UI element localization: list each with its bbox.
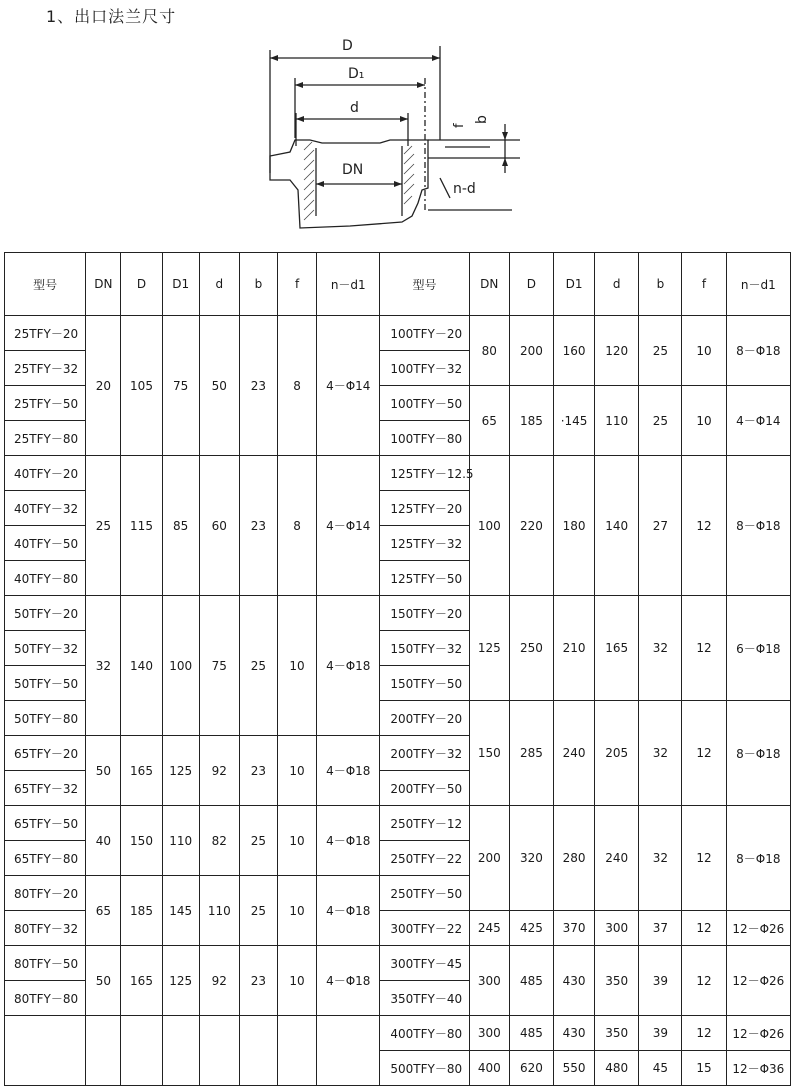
model-cell-right: 150TFY－20 <box>380 596 469 631</box>
model-cell-right: 300TFY－45 <box>380 946 469 981</box>
model-cell-left: 65TFY－80 <box>5 841 86 876</box>
model-cell-right: 150TFY－32 <box>380 631 469 666</box>
label-DN: DN <box>342 162 364 178</box>
header-cell: n－d1 <box>317 253 380 316</box>
model-cell-left-empty <box>5 1016 86 1086</box>
value-cell-dn: 32 <box>86 596 121 736</box>
empty-cell <box>121 1016 162 1086</box>
model-cell-right: 500TFY－80 <box>380 1051 469 1086</box>
value-cell-d: 165 <box>595 596 639 701</box>
value-cell-d: 92 <box>199 946 239 1016</box>
model-cell-right: 350TFY－40 <box>380 981 469 1016</box>
value-cell-d1: 85 <box>162 456 199 596</box>
value-cell-b: 37 <box>639 911 682 946</box>
header-cell: f <box>682 253 726 316</box>
header-cell: 型号 <box>5 253 86 316</box>
value-cell-dn: 245 <box>469 911 509 946</box>
value-cell-f: 10 <box>278 736 317 806</box>
value-cell-b: 32 <box>639 596 682 701</box>
header-cell: D1 <box>162 253 199 316</box>
value-cell-d1: 240 <box>554 701 595 806</box>
value-cell-d1: 110 <box>162 806 199 876</box>
model-cell-right: 100TFY－32 <box>380 351 469 386</box>
value-cell-d: 140 <box>595 456 639 596</box>
model-cell-left: 50TFY－80 <box>5 701 86 736</box>
empty-cell <box>317 1016 380 1086</box>
value-cell-b: 32 <box>639 701 682 806</box>
value-cell-dn: 80 <box>469 316 509 386</box>
value-cell-d: 240 <box>595 806 639 911</box>
header-cell: D <box>509 253 553 316</box>
flange-dimension-table <box>4 252 791 1086</box>
table-row <box>5 1016 791 1051</box>
value-cell-dn: 100 <box>469 456 509 596</box>
value-cell-dn: 65 <box>469 386 509 456</box>
value-cell-d: 140 <box>121 596 162 736</box>
value-cell-f: 12 <box>682 806 726 911</box>
value-cell-dn: 300 <box>469 946 509 1016</box>
value-cell-dn: 50 <box>86 946 121 1016</box>
value-cell-dn: 200 <box>469 806 509 911</box>
table-row <box>5 596 791 631</box>
value-cell-dn: 400 <box>469 1051 509 1086</box>
model-cell-left: 25TFY－50 <box>5 386 86 421</box>
empty-cell <box>162 1016 199 1086</box>
value-cell-nd1: 4－Φ18 <box>317 946 380 1016</box>
flange-table-body <box>5 253 791 1086</box>
value-cell-nd1: 12－Φ26 <box>726 1016 790 1051</box>
value-cell-nd1: 8－Φ18 <box>726 701 790 806</box>
model-cell-left: 50TFY－32 <box>5 631 86 666</box>
empty-cell <box>278 1016 317 1086</box>
header-cell: b <box>639 253 682 316</box>
model-cell-right: 200TFY－50 <box>380 771 469 806</box>
value-cell-nd1: 4－Φ18 <box>317 736 380 806</box>
value-cell-nd1: 4－Φ18 <box>317 876 380 946</box>
model-cell-left: 40TFY－20 <box>5 456 86 491</box>
value-cell-nd1: 4－Φ14 <box>726 386 790 456</box>
value-cell-d1: 160 <box>554 316 595 386</box>
value-cell-f: 12 <box>682 456 726 596</box>
value-cell-d1: 280 <box>554 806 595 911</box>
value-cell-b: 25 <box>239 876 277 946</box>
value-cell-d: 82 <box>199 806 239 876</box>
value-cell-f: 10 <box>278 946 317 1016</box>
model-cell-right: 100TFY－80 <box>380 421 469 456</box>
value-cell-d1: 100 <box>162 596 199 736</box>
value-cell-b: 25 <box>639 386 682 456</box>
model-cell-right: 150TFY－50 <box>380 666 469 701</box>
value-cell-dn: 125 <box>469 596 509 701</box>
model-cell-right: 400TFY－80 <box>380 1016 469 1051</box>
empty-cell <box>86 1016 121 1086</box>
model-cell-right: 200TFY－32 <box>380 736 469 771</box>
value-cell-f: 10 <box>682 386 726 456</box>
model-cell-left: 80TFY－50 <box>5 946 86 981</box>
value-cell-b: 32 <box>639 806 682 911</box>
model-cell-left: 40TFY－32 <box>5 491 86 526</box>
value-cell-f: 12 <box>682 596 726 701</box>
header-cell: DN <box>469 253 509 316</box>
value-cell-d: 485 <box>509 946 553 1016</box>
value-cell-d: 75 <box>199 596 239 736</box>
value-cell-f: 12 <box>682 911 726 946</box>
value-cell-nd1: 8－Φ18 <box>726 456 790 596</box>
model-cell-left: 40TFY－80 <box>5 561 86 596</box>
model-cell-right: 125TFY－20 <box>380 491 469 526</box>
value-cell-d: 165 <box>121 736 162 806</box>
value-cell-d: 480 <box>595 1051 639 1086</box>
table-header-row <box>5 253 791 316</box>
value-cell-b: 23 <box>239 946 277 1016</box>
value-cell-d: 250 <box>509 596 553 701</box>
value-cell-d: 205 <box>595 701 639 806</box>
model-cell-right: 100TFY－50 <box>380 386 469 421</box>
model-cell-left: 40TFY－50 <box>5 526 86 561</box>
header-cell: D <box>121 253 162 316</box>
value-cell-f: 10 <box>278 806 317 876</box>
value-cell-d1: 430 <box>554 1016 595 1051</box>
value-cell-f: 8 <box>278 316 317 456</box>
value-cell-d: 185 <box>509 386 553 456</box>
table-row <box>5 456 791 491</box>
value-cell-b: 25 <box>639 316 682 386</box>
value-cell-f: 10 <box>682 316 726 386</box>
header-cell: b <box>239 253 277 316</box>
label-D1: D₁ <box>348 66 365 82</box>
model-cell-right: 250TFY－22 <box>380 841 469 876</box>
value-cell-dn: 65 <box>86 876 121 946</box>
value-cell-nd1: 4－Φ14 <box>317 456 380 596</box>
value-cell-nd1: 12－Φ26 <box>726 911 790 946</box>
table-row <box>5 806 791 841</box>
header-cell: n－d1 <box>726 253 790 316</box>
model-cell-right: 250TFY－12 <box>380 806 469 841</box>
value-cell-d: 285 <box>509 701 553 806</box>
value-cell-d1: 125 <box>162 736 199 806</box>
value-cell-d: 110 <box>595 386 639 456</box>
value-cell-d: 115 <box>121 456 162 596</box>
model-cell-left: 80TFY－20 <box>5 876 86 911</box>
empty-cell <box>239 1016 277 1086</box>
flange-drawing <box>250 28 540 238</box>
model-cell-left: 80TFY－32 <box>5 911 86 946</box>
table-row <box>5 946 791 981</box>
value-cell-d: 50 <box>199 316 239 456</box>
value-cell-f: 10 <box>278 876 317 946</box>
value-cell-d1: 430 <box>554 946 595 1016</box>
value-cell-b: 23 <box>239 736 277 806</box>
value-cell-d: 110 <box>199 876 239 946</box>
value-cell-d: 320 <box>509 806 553 911</box>
value-cell-d: 60 <box>199 456 239 596</box>
model-cell-right: 125TFY－12.5 <box>380 456 469 491</box>
value-cell-d: 350 <box>595 1016 639 1051</box>
value-cell-d1: 370 <box>554 911 595 946</box>
value-cell-b: 25 <box>239 596 277 736</box>
value-cell-d: 200 <box>509 316 553 386</box>
value-cell-nd1: 4－Φ18 <box>317 596 380 736</box>
label-D: D <box>342 38 353 54</box>
value-cell-nd1: 8－Φ18 <box>726 316 790 386</box>
value-cell-d1: 145 <box>162 876 199 946</box>
value-cell-nd1: 12－Φ36 <box>726 1051 790 1086</box>
value-cell-b: 23 <box>239 456 277 596</box>
model-cell-right: 100TFY－20 <box>380 316 469 351</box>
value-cell-nd1: 4－Φ14 <box>317 316 380 456</box>
model-cell-left: 25TFY－80 <box>5 421 86 456</box>
model-cell-left: 80TFY－80 <box>5 981 86 1016</box>
value-cell-b: 39 <box>639 1016 682 1051</box>
value-cell-dn: 20 <box>86 316 121 456</box>
value-cell-d: 150 <box>121 806 162 876</box>
page-title: 1、出口法兰尺寸 <box>46 7 177 26</box>
value-cell-d1: 180 <box>554 456 595 596</box>
value-cell-dn: 300 <box>469 1016 509 1051</box>
value-cell-d1: 210 <box>554 596 595 701</box>
value-cell-nd1: 6－Φ18 <box>726 596 790 701</box>
value-cell-d: 105 <box>121 316 162 456</box>
value-cell-d1: 75 <box>162 316 199 456</box>
header-cell: d <box>199 253 239 316</box>
value-cell-b: 25 <box>239 806 277 876</box>
model-cell-right: 200TFY－20 <box>380 701 469 736</box>
value-cell-f: 12 <box>682 701 726 806</box>
value-cell-nd1: 12－Φ26 <box>726 946 790 1016</box>
value-cell-d: 92 <box>199 736 239 806</box>
value-cell-b: 39 <box>639 946 682 1016</box>
value-cell-d: 620 <box>509 1051 553 1086</box>
value-cell-f: 12 <box>682 946 726 1016</box>
value-cell-d1: ·145 <box>554 386 595 456</box>
model-cell-left: 65TFY－20 <box>5 736 86 771</box>
value-cell-d: 220 <box>509 456 553 596</box>
value-cell-nd1: 8－Φ18 <box>726 806 790 911</box>
model-cell-right: 300TFY－22 <box>380 911 469 946</box>
value-cell-d: 300 <box>595 911 639 946</box>
value-cell-dn: 150 <box>469 701 509 806</box>
header-cell: 型号 <box>380 253 469 316</box>
value-cell-dn: 40 <box>86 806 121 876</box>
model-cell-left: 65TFY－32 <box>5 771 86 806</box>
value-cell-nd1: 4－Φ18 <box>317 806 380 876</box>
value-cell-b: 23 <box>239 316 277 456</box>
model-cell-left: 65TFY－50 <box>5 806 86 841</box>
model-cell-left: 50TFY－50 <box>5 666 86 701</box>
empty-cell <box>199 1016 239 1086</box>
label-n-d: n-d <box>453 181 476 197</box>
value-cell-f: 8 <box>278 456 317 596</box>
value-cell-b: 45 <box>639 1051 682 1086</box>
model-cell-right: 125TFY－50 <box>380 561 469 596</box>
label-d: d <box>350 100 359 116</box>
value-cell-d: 185 <box>121 876 162 946</box>
model-cell-left: 25TFY－32 <box>5 351 86 386</box>
label-f: f <box>452 123 467 128</box>
value-cell-d: 350 <box>595 946 639 1016</box>
header-cell: f <box>278 253 317 316</box>
value-cell-f: 12 <box>682 1016 726 1051</box>
value-cell-d: 425 <box>509 911 553 946</box>
model-cell-right: 125TFY－32 <box>380 526 469 561</box>
table-row <box>5 316 791 351</box>
value-cell-dn: 25 <box>86 456 121 596</box>
value-cell-d1: 550 <box>554 1051 595 1086</box>
header-cell: D1 <box>554 253 595 316</box>
value-cell-dn: 50 <box>86 736 121 806</box>
model-cell-left: 50TFY－20 <box>5 596 86 631</box>
value-cell-f: 10 <box>278 596 317 736</box>
label-b: b <box>474 115 490 124</box>
header-cell: d <box>595 253 639 316</box>
value-cell-f: 15 <box>682 1051 726 1086</box>
value-cell-b: 27 <box>639 456 682 596</box>
value-cell-d1: 125 <box>162 946 199 1016</box>
value-cell-d: 165 <box>121 946 162 1016</box>
header-cell: DN <box>86 253 121 316</box>
value-cell-d: 120 <box>595 316 639 386</box>
model-cell-left: 25TFY－20 <box>5 316 86 351</box>
model-cell-right: 250TFY－50 <box>380 876 469 911</box>
value-cell-d: 485 <box>509 1016 553 1051</box>
